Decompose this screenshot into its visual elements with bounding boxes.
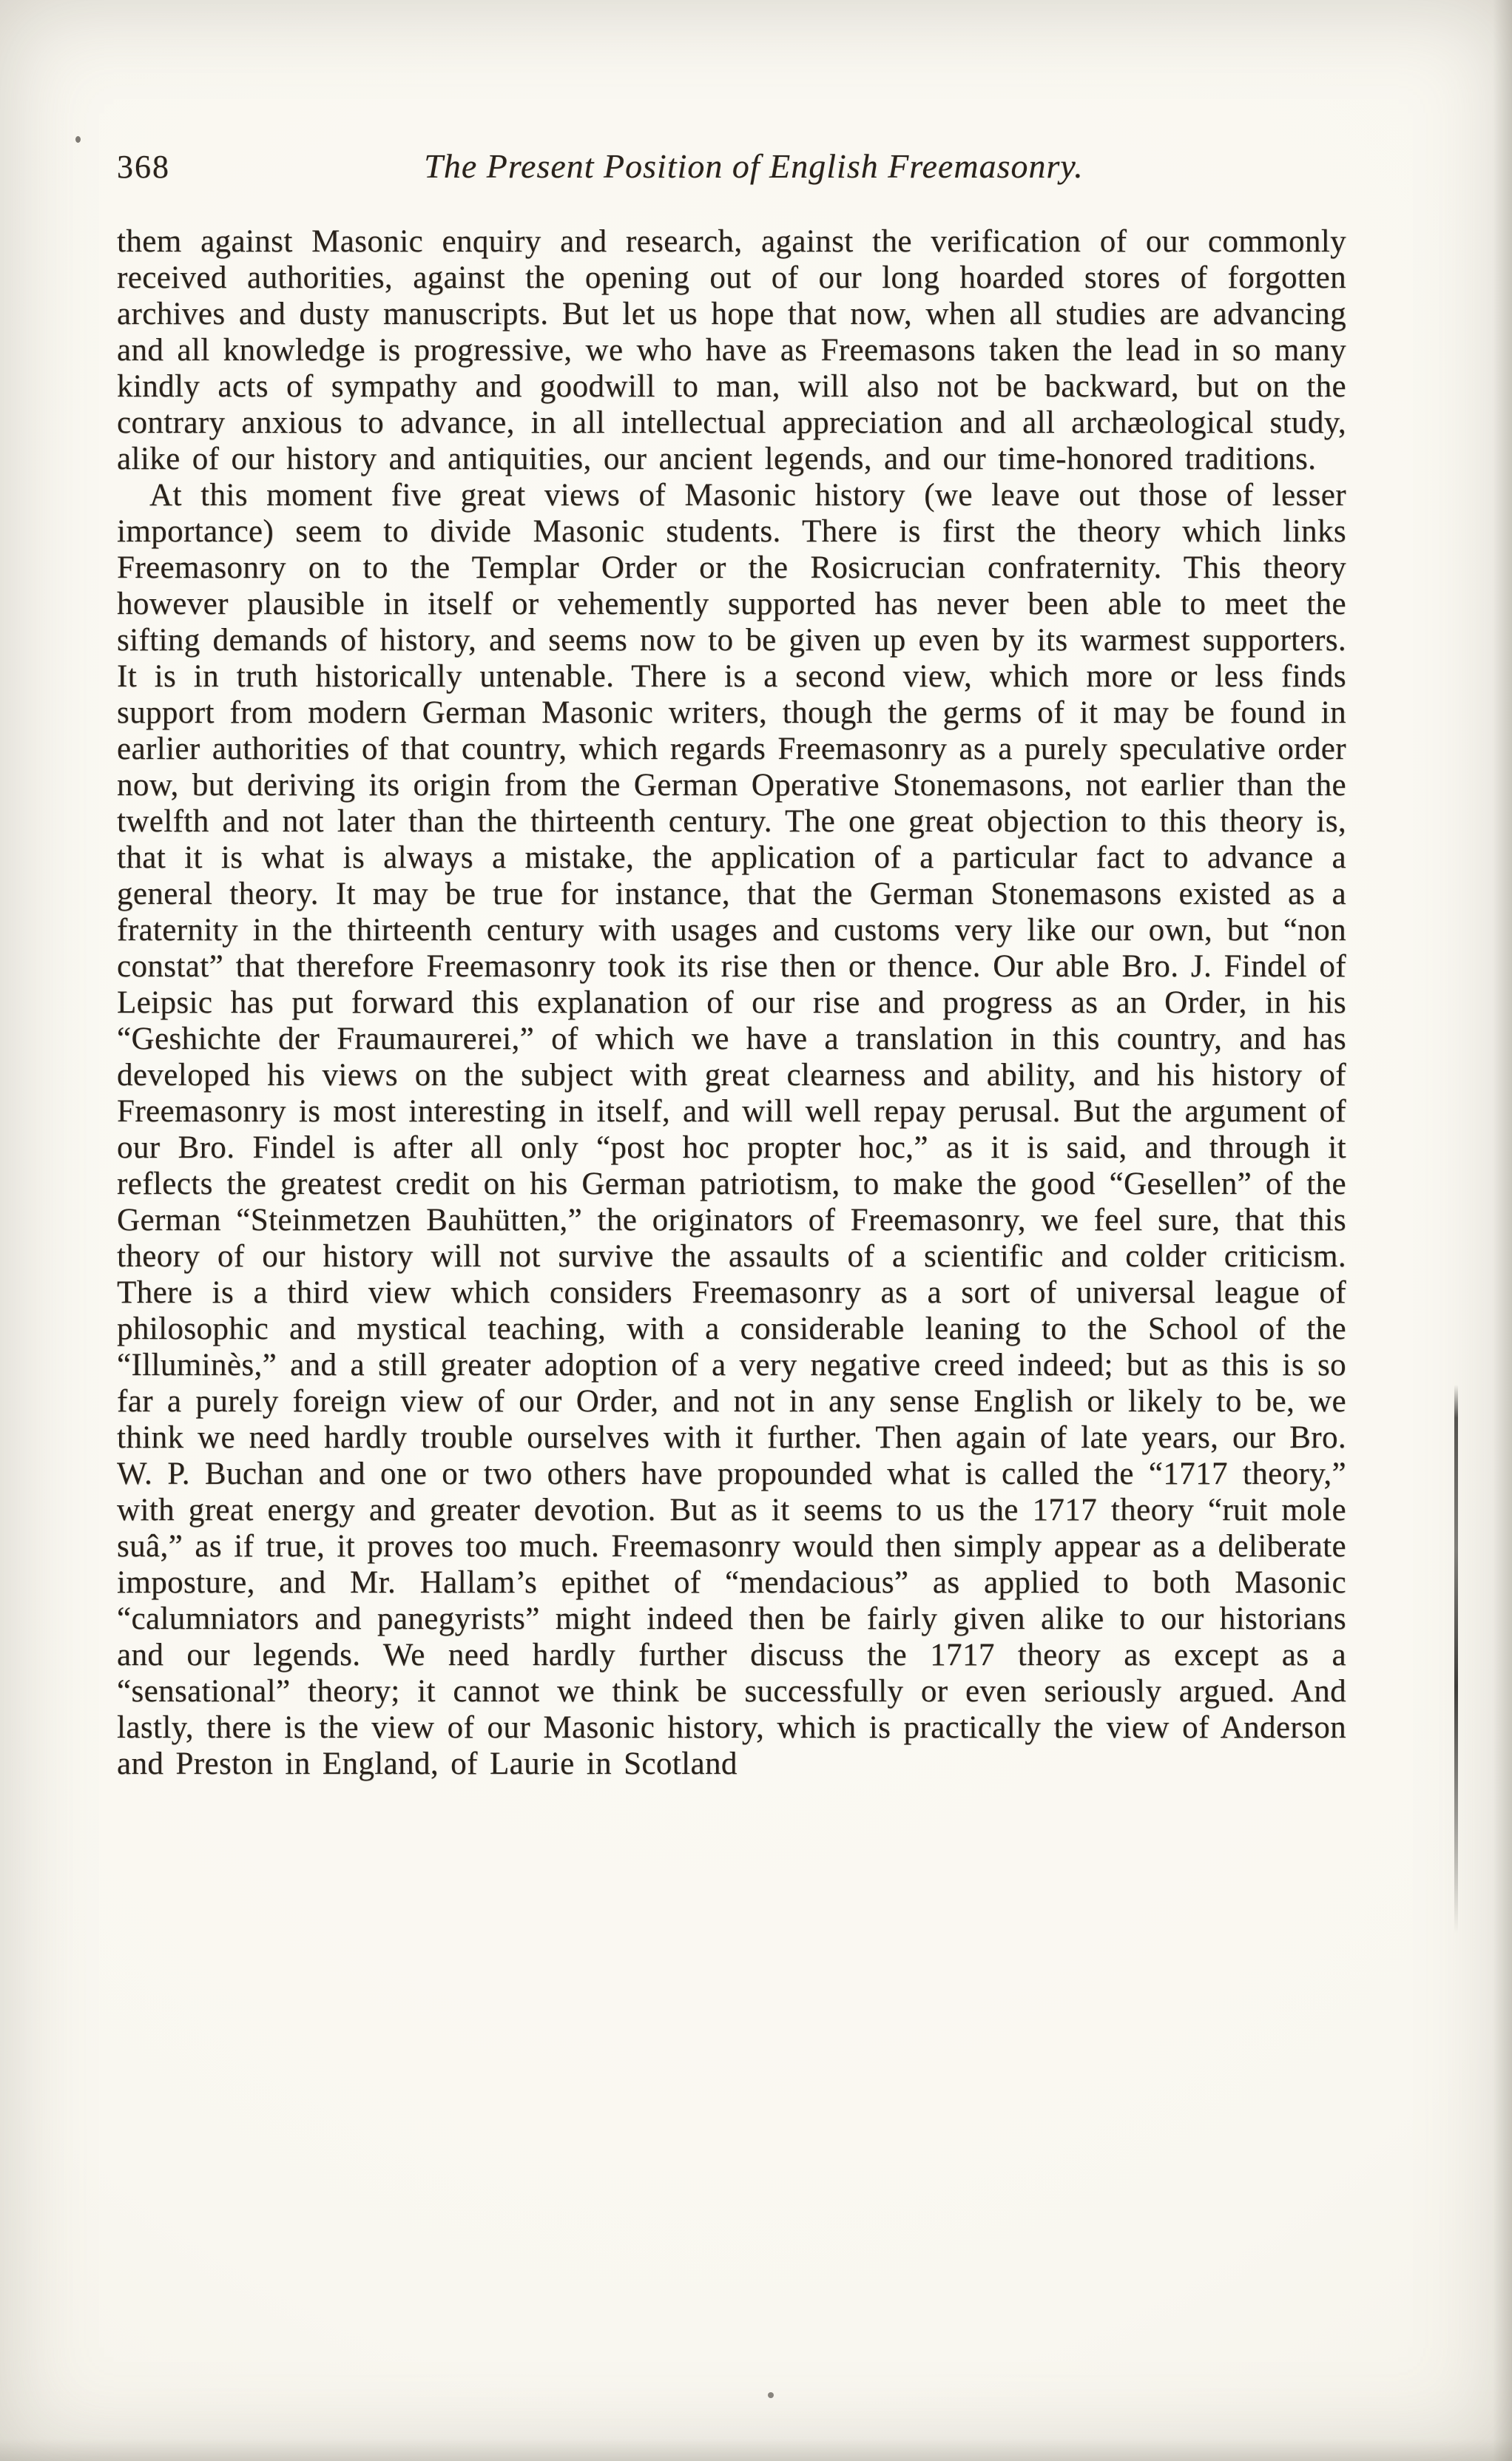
scan-edge-shadow-bottom	[0, 2439, 1512, 2461]
scan-edge-shadow-right	[1493, 0, 1512, 2461]
paragraph-continuation: them against Masonic enquiry and research, against the verification of our commonly received authorities, against the opening out of our long hoarded stores of forgotten archives and dusty manuscripts. But let us hope that now, when all studies are advancing and all knowledge is progressive, we who have as Freemasons taken the lead in so many kindly acts of sympathy and goodwill to man, will also not be backward, but on the contrary anxious to advance, in all intellectual appreciation and all archæological study, alike of our history and antiquities, our ancient legends, and our time-honored traditions.	[117, 224, 1346, 476]
page-header	[117, 146, 1346, 191]
paragraph-main: At this moment five great views of Masonic history (we leave out those of lesser importance) seem to divide Masonic students. There is first the theory which links Freemasonry on to the Templar Order or the Rosicrucian confraternity. This theory however plausible in itself or vehemently supported has never been able to meet the sifting demands of history, and seems now to be given up even by its warmest supporters. It is in truth historically untenable. There is a second view, which more or less finds support from modern German Masonic writers, though the germs of it may be found in earlier authorities of that country, which regards Freemasonry as a purely speculative order now, but deriving its origin from the German Operative Stonemasons, not earlier than the twelfth and not later than the thirteenth century. The one great objection to this theory is, that it is what is always a mistake, the application of a particular fact to advance a general theory. It may be true for instance, that the German Stonemasons existed as a fraternity in the thirteenth century with usages and customs very like our own, but “non constat” that therefore Freemasonry took its rise then or thence. Our able Bro. J. Findel of Leipsic has put forward this explanation of our rise and progress as an Order, in his “Geshichte der Fraumaurerei,” of which we have a translation in this country, and has developed his views on the subject with great clearness and ability, and his history of Freemasonry is most interesting in itself, and will well repay perusal. But the argument of our Bro. Findel is after all only “post hoc propter hoc,” as it is said, and through it reflects the greatest credit on his German patriotism, to make the good “Gesellen” of the German “Steinmetzen Bauhütten,” the originators of Freemasonry, we feel sure, that this theory of our history will not survive the assaults of a scientific and colder criticism. There is a third view which considers Freemasonry as a sort of universal league of philosophic and mystical teaching, with a considerable leaning to the School of the “Illuminès,” and a still greater adoption of a very negative creed indeed; but as this is so far a purely foreign view of our Order, and not in any sense English or likely to be, we think we need hardly trouble ourselves with it further. Then again of late years, our Bro. W. P. Buchan and one or two others have propounded what is called the “1717 theory,” with great energy and greater devotion. But as it seems to us the 1717 theory “ruit mole suâ,” as if true, it proves too much. Freemasonry would then simply appear as a deliberate imposture, and Mr. Hallam’s epithet of “mendacious” as applied to both Masonic “calumniators and panegyrists” might indeed then be fairly given alike to our historians and our legends. We need hardly further discuss the 1717 theory as except as a “sensational” theory; it cannot we think be successfully or even seriously argued. And lastly, there is the view of our Masonic history, which is practically the view of Anderson and Preston in England, of Laurie in Scotland	[117, 478, 1346, 1781]
scan-artifact-speck-bottom	[768, 2392, 774, 2398]
running-title: The Present Position of English Freemasonry.	[424, 147, 1084, 185]
page-number: 368	[117, 149, 170, 185]
page-body	[117, 223, 1346, 1782]
scan-artifact-vertical-line	[1454, 1385, 1458, 1934]
scan-artifact-speck-top	[75, 136, 81, 143]
